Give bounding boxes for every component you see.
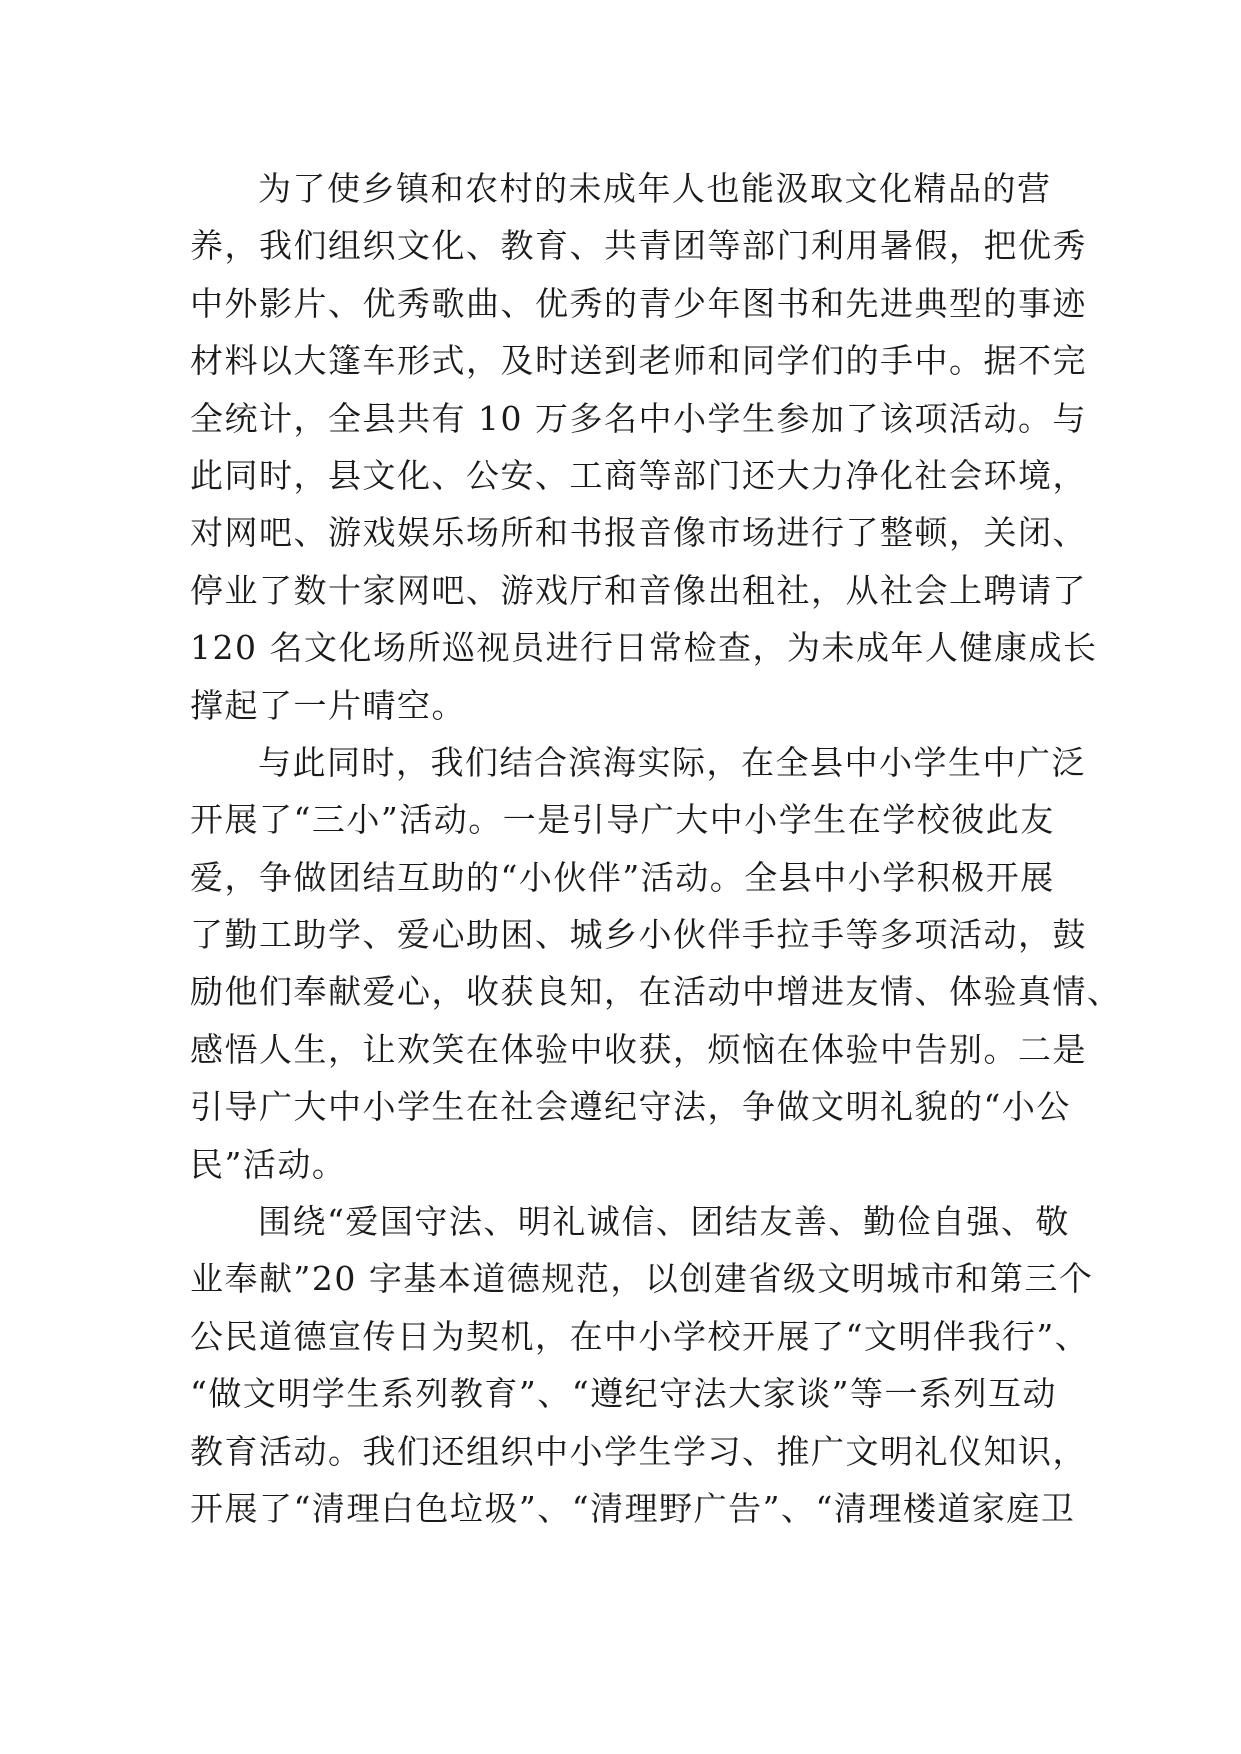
paragraph-2 bbox=[190, 734, 1122, 1193]
text-line: 养，我们组织文化、教育、共青团等部门利用暑假，把优秀 bbox=[190, 226, 1087, 266]
text-line: 引导广大中小学生在社会遵纪守法，争做文明礼貌的“小公 bbox=[190, 1087, 1071, 1127]
paragraph-3 bbox=[190, 1193, 1094, 1537]
text-line: 围绕“爱国守法、明礼诚信、团结友善、勤俭自强、敬 bbox=[258, 1202, 1070, 1242]
text-line: 与此同时，我们结合滨海实际，在全县中小学生中广泛 bbox=[258, 742, 1086, 782]
text-line: 撑起了一片晴空。 bbox=[190, 685, 466, 725]
text-line: 了勤工助学、爱心助困、城乡小伙伴手拉手等多项活动，鼓 bbox=[190, 915, 1087, 955]
body-text bbox=[190, 160, 1122, 1537]
text-line: 爱，争做团结互助的“小伙伴”活动。全县中小学积极开展 bbox=[190, 857, 1055, 897]
paragraph-1 bbox=[190, 160, 1098, 734]
text-line: 全统计，全县共有 10 万多名中小学生参加了该项活动。与 bbox=[190, 398, 1087, 438]
text-line: 开展了“三小”活动。一是引导广大中小学生在学校彼此友 bbox=[190, 800, 1055, 840]
text-line: 开展了“清理白色垃圾”、“清理野广告”、“清理楼道家庭卫 bbox=[190, 1488, 1076, 1528]
text-line: “做文明学生系列教育”、“遵纪守法大家谈”等一系列互动 bbox=[190, 1374, 1057, 1414]
text-line: 感悟人生，让欢笑在体验中收获，烦恼在体验中告别。二是 bbox=[190, 1029, 1087, 1069]
text-line: 为了使乡镇和农村的未成年人也能汲取文化精品的营 bbox=[258, 169, 1052, 208]
text-line: 业奉献”20 字基本道德规范，以创建省级文明城市和第三个 bbox=[190, 1259, 1094, 1299]
text-line: 对网吧、游戏娱乐场所和书报音像市场进行了整顿，关闭、 bbox=[190, 513, 1087, 553]
text-line: 教育活动。我们还组织中小学生学习、推广文明礼仪知识， bbox=[190, 1431, 1087, 1471]
text-line: 励他们奉献爱心，收获良知，在活动中增进友情、体验真情、 bbox=[190, 972, 1122, 1012]
text-line: 停业了数十家网吧、游戏厅和音像出租社，从社会上聘请了 bbox=[190, 570, 1087, 610]
text-line: 中外影片、优秀歌曲、优秀的青少年图书和先进典型的事迹 bbox=[190, 283, 1087, 323]
text-line: 120 名文化场所巡视员进行日常检查，为未成年人健康成长 bbox=[190, 628, 1098, 668]
text-line: 此同时，县文化、公安、工商等部门还大力净化社会环境， bbox=[190, 455, 1087, 495]
text-line: 材料以大篷车形式，及时送到老师和同学们的手中。据不完 bbox=[190, 341, 1087, 381]
text-line: 公民道德宣传日为契机，在中小学校开展了“文明伴我行”、 bbox=[190, 1316, 1090, 1356]
text-line: 民”活动。 bbox=[190, 1144, 347, 1184]
